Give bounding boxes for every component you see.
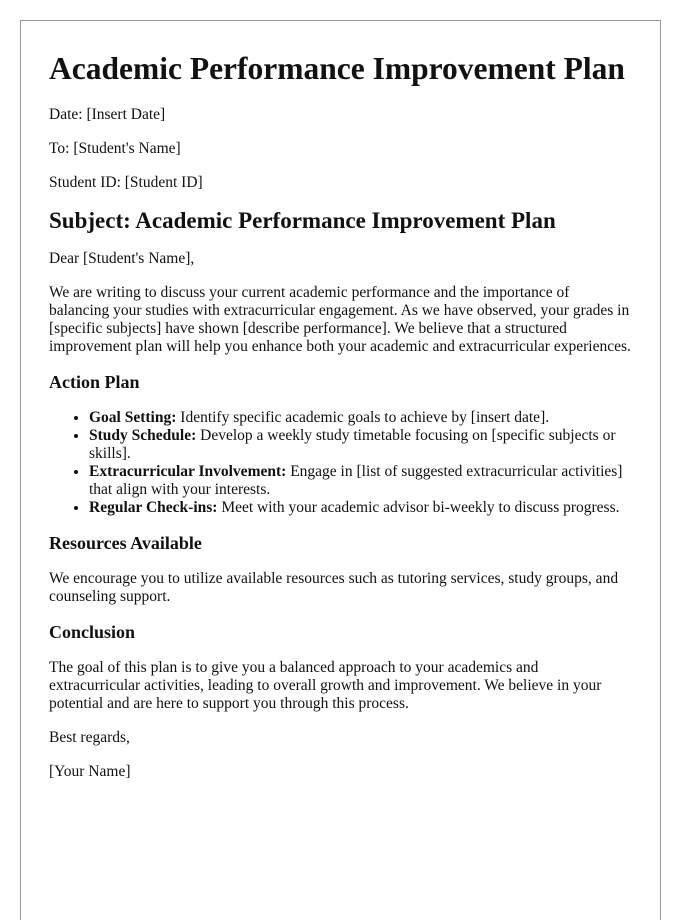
- action-plan-item-text: Engage in [list of suggested extracurricular activities] that align with your interests.: [89, 463, 623, 498]
- action-plan-item: [89, 427, 632, 463]
- action-plan-heading: Action Plan: [49, 372, 140, 392]
- intro-paragraph: We are writing to discuss your current academic performance and the importance of balancing your studies with extracurricular engagement. As we have observed, your grades in [specific subjects] have shown [describe performance]. We believe that a structured improvement plan will help you enhance both your academic and extracurricular experiences.: [49, 284, 631, 355]
- action-plan-item-label: Extracurricular Involvement:: [89, 463, 287, 480]
- date-line: Date: [Insert Date]: [49, 106, 166, 123]
- subject-heading: Subject: Academic Performance Improvement Plan: [49, 208, 556, 233]
- resources-heading: Resources Available: [49, 533, 202, 553]
- action-plan-item-text: Identify specific academic goals to achieve by [insert date].: [176, 409, 550, 426]
- action-plan-item: [89, 463, 632, 499]
- action-plan-item: [89, 409, 632, 427]
- action-plan-list: [49, 409, 632, 517]
- conclusion-paragraph: The goal of this plan is to give you a balanced approach to your academics and extracurricular activities, leading to overall growth and improvement. We believe in your potential and are here to support you through this process.: [49, 659, 602, 712]
- signature: [Your Name]: [49, 763, 131, 780]
- action-plan-item-label: Study Schedule:: [89, 427, 197, 444]
- letter-title: Academic Performance Improvement Plan: [49, 51, 625, 86]
- action-plan-item: [89, 499, 632, 517]
- action-plan-item-text: Meet with your academic advisor bi-weekly to discuss progress.: [217, 499, 620, 516]
- action-plan-item-label: Regular Check-ins:: [89, 499, 218, 516]
- action-plan-item-text: Develop a weekly study timetable focusing on [specific subjects or skills].: [89, 427, 616, 462]
- action-plan-item-label: Goal Setting:: [89, 409, 177, 426]
- letter-page: [20, 20, 661, 920]
- salutation: Dear [Student's Name],: [49, 250, 195, 267]
- student-id-line: Student ID: [Student ID]: [49, 174, 203, 191]
- closing: Best regards,: [49, 729, 130, 746]
- recipient-line: To: [Student's Name]: [49, 140, 181, 157]
- resources-paragraph: We encourage you to utilize available resources such as tutoring services, study groups, and counseling support.: [49, 570, 619, 605]
- conclusion-heading: Conclusion: [49, 622, 136, 642]
